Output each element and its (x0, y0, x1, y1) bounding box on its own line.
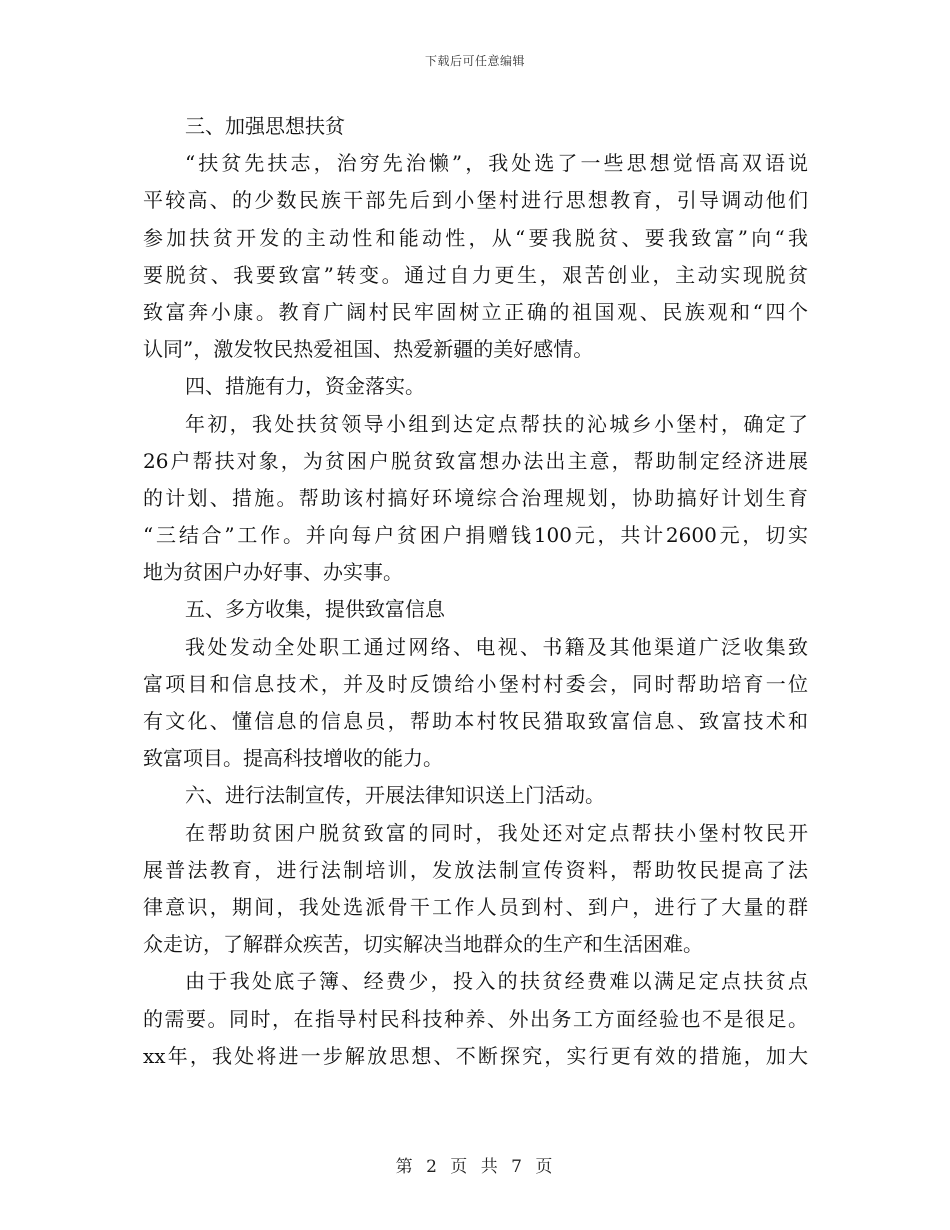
paragraph-line: 由于我处底子簿、经费少，投入的扶贫经费难以满足定点扶贫点 (185, 969, 808, 994)
paragraph-line: 众走访，了解群众疾苦，切实解决当地群众的生产和生活困难。 (143, 932, 703, 957)
paragraph-line: 在帮助贫困户脱贫致富的同时，我处还对定点帮扶小堡村牧民开 (185, 820, 808, 845)
section-heading-3: 三、加强思想扶贫 (185, 114, 345, 138)
paragraph-line: 平较高、的少数民族干部先后到小堡村进行思想教育，引导调动他们 (143, 188, 808, 213)
paragraph-line: 致富奔小康。教育广阔村民牢固树立正确的祖国观、民族观和“四个 (143, 299, 808, 324)
header-note: 下载后可任意编辑 (424, 54, 525, 68)
paragraph-line: 的需要。同时，在指导村民科技种养、外出务工方面经验也不是很足。 (143, 1006, 808, 1031)
paragraph-line: 律意识，期间，我处选派骨干工作人员到村、到户，进行了大量的群 (143, 894, 808, 919)
paragraph-line: xx年，我处将进一步解放思想、不断探究，实行更有效的措施，加大 (143, 1043, 808, 1068)
section-heading-6: 六、进行法制宣传，开展法律知识送上门活动。 (185, 783, 605, 808)
paragraph-line: 有文化、懂信息的信息员，帮助本村牧民猎取致富信息、致富技术和 (143, 709, 808, 733)
document-body (143, 108, 808, 1075)
paragraph-line: 致富项目。提高科技增收的能力。 (143, 746, 443, 771)
paragraph-line: 展普法教育，进行法制培训，发放法制宣传资料，帮助牧民提高了法 (143, 857, 808, 882)
section-heading-4: 四、措施有力，资金落实。 (185, 374, 425, 399)
paragraph-line: “三结合”工作。并向每户贫困户捐赠钱100元，共计2600元，切实 (143, 523, 808, 548)
paragraph-line: “扶贫先扶志，治穷先治懒”，我处选了一些思想觉悟高双语说 (185, 151, 808, 176)
paragraph-line: 26户帮扶对象，为贫困户脱贫致富想办法出主意，帮助制定经济进展 (143, 448, 808, 473)
paragraph-line: 富项目和信息技术，并及时反馈给小堡村村委会，同时帮助培育一位 (143, 671, 808, 696)
paragraph-line: 我处发动全处职工通过网络、电视、书籍及其他渠道广泛收集致 (185, 634, 808, 659)
paragraph-line: 年初，我处扶贫领导小组到达定点帮扶的沁城乡小堡村，确定了 (185, 411, 808, 436)
paragraph-line: 要脱贫、我要致富”转变。通过自力更生，艰苦创业，主动实现脱贫 (143, 262, 808, 287)
page-footer: 第 2 页 共 7 页 (395, 1157, 555, 1177)
paragraph-line: 的计划、措施。帮助该村搞好环境综合治理规划，协助搞好计划生育 (143, 485, 808, 510)
paragraph-line: 认同”，激发牧民热爱祖国、热爱新疆的美好感情。 (143, 337, 594, 362)
section-heading-5: 五、多方收集，提供致富信息 (185, 597, 445, 622)
paragraph-line: 地为贫困户办好事、办实事。 (143, 560, 403, 585)
paragraph-line: 参加扶贫开发的主动性和能动性，从“要我脱贫、要我致富”向“我 (143, 225, 808, 250)
